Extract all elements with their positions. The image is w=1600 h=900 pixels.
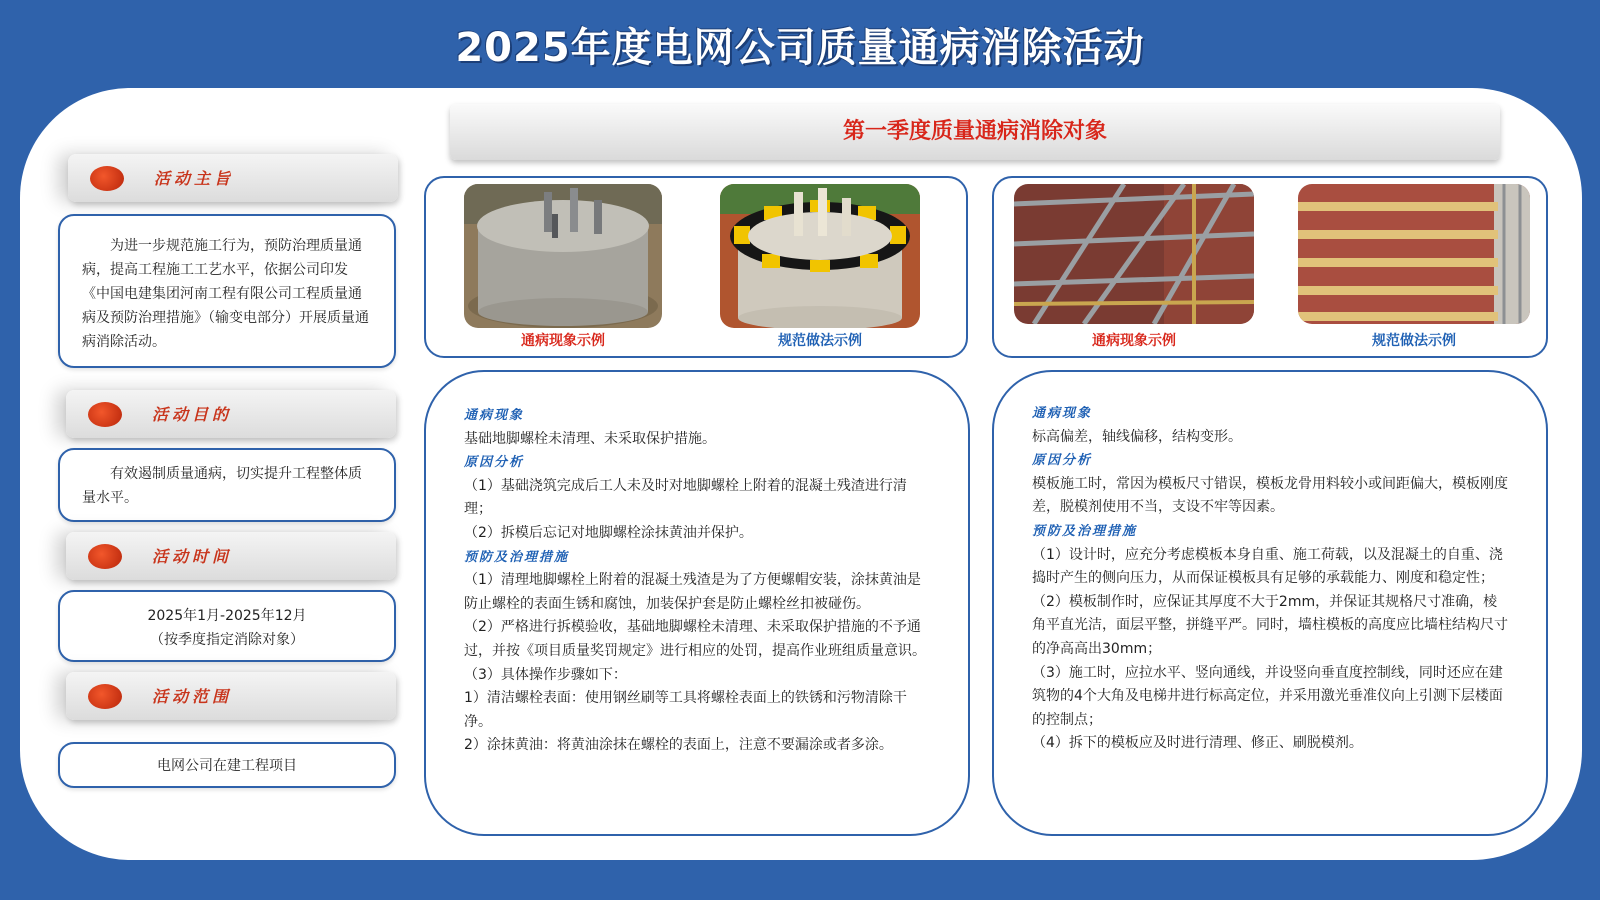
phenomenon-text: 标高偏差，轴线偏移，结构变形。: [1032, 428, 1242, 445]
page-title: 2025年度电网公司质量通病消除活动: [455, 25, 1145, 71]
red-dot-icon: [88, 684, 122, 709]
caption-good-example: 规范做法示例: [1372, 333, 1456, 349]
caption-bad-example: 通病现象示例: [521, 333, 605, 349]
bolt-foundation-good-photo: [720, 184, 920, 328]
phenomenon-text: 基础地脚螺栓未清理、未采取保护措施。: [464, 430, 716, 447]
measure-item: （1）设计时，应充分考虑模板本身自重、施工荷载，以及混凝土的自重、浇捣时产生的侧向压力，从而保证模板具有足够的承载能力、刚度和稳定性；: [1032, 546, 1503, 587]
photo-panel-bolts: [424, 176, 968, 358]
measure-item: 2）涂抹黄油：将黄油涂抹在螺栓的表面上，注意不要漏涂或者多涂。: [464, 737, 893, 754]
red-dot-icon: [88, 402, 122, 427]
measure-item: （4）拆下的模板应及时进行清理、修正、刷脱模剂。: [1032, 735, 1363, 752]
cause-item: 模板施工时，常因为模板尺寸错误，模板龙骨用料较小或间距偏大，模板刚度差，脱模剂使用不当，支设不牢等因素。: [1032, 475, 1508, 516]
cause-item: （2）拆模后忘记对地脚螺栓涂抹黄油并保护。: [464, 524, 753, 541]
purpose-box: [58, 214, 396, 368]
measure-item: （1）清理地脚螺栓上附着的混凝土残渣是为了方便螺帽安装，涂抹黄油是防止螺栓的表面生锈和腐蚀，加装保护套是防止螺栓丝扣被碰伤。: [464, 572, 921, 612]
scope-text: 电网公司在建工程项目: [157, 758, 297, 774]
scope-header: [66, 672, 396, 720]
text-panel-bolts: [424, 370, 970, 836]
red-dot-icon: [88, 544, 122, 569]
goal-header: [66, 390, 396, 438]
time-note: （按季度指定消除对象）: [150, 632, 304, 648]
formwork-bad-photo: [1014, 184, 1254, 324]
section-banner: 第一季度质量通病消除对象: [450, 104, 1500, 160]
goal-heading: 活动目的: [152, 405, 233, 424]
time-box: [58, 590, 396, 662]
photo-panel-formwork: [992, 176, 1548, 358]
measure-item: （2）严格进行拆模验收，基础地脚螺栓未清理、未采取保护措施的不予通过，并按《项目质量奖罚规定》进行相应的处罚，提高作业班组质量意识。: [464, 619, 926, 659]
time-range: 2025年1月-2025年12月: [147, 608, 307, 624]
measure-item: （3）施工时，应拉水平、竖向通线，并设竖向垂直度控制线，同时还应在建筑物的4个大角及电梯井进行标高定位，并采用激光垂准仪向上引测下层楼面的控制点；: [1032, 664, 1503, 728]
measure-item: （2）模板制作时，应保证其厚度不大于2mm，并保证其规格尺寸准确，棱角平直光洁，面层平整，拼缝平严。同时，墙柱模板的高度应比墙柱结构尺寸的净高高出30mm；: [1032, 593, 1508, 657]
phenomenon-heading: 通病现象: [1032, 406, 1093, 421]
goal-text: 有效遏制质量通病，切实提升工程整体质量水平。: [82, 466, 362, 506]
measure-item: （3）具体操作步骤如下：: [464, 666, 627, 683]
measure-item: 1）清洁螺栓表面：使用钢丝刷等工具将螺栓表面上的铁锈和污物清除干净。: [464, 690, 907, 730]
time-heading: 活动时间: [152, 547, 233, 566]
bolt-foundation-bad-photo: [464, 184, 662, 328]
purpose-heading: 活动主旨: [154, 169, 235, 188]
caption-bad-example: 通病现象示例: [1092, 333, 1176, 349]
time-header: [66, 532, 396, 580]
text-panel-formwork: [992, 370, 1548, 836]
scope-heading: 活动范围: [152, 687, 233, 706]
phenomenon-heading: 通病现象: [464, 408, 525, 423]
scope-box: [58, 742, 396, 788]
bolts-content: [464, 404, 932, 758]
measures-heading: 预防及治理措施: [1032, 523, 1138, 539]
cause-heading: 原因分析: [464, 455, 525, 471]
cause-heading: 原因分析: [1032, 453, 1093, 469]
measures-heading: 预防及治理措施: [464, 549, 570, 565]
purpose-text: 为进一步规范施工行为，预防治理质量通病，提高工程施工工艺水平，依据公司印发《中国电建集团河南工程有限公司工程质量通病及预防治理措施》（输变电部分）开展质量通病消除活动。: [82, 238, 369, 350]
caption-good-example: 规范做法示例: [778, 333, 862, 349]
goal-box: [58, 448, 396, 522]
cause-item: （1）基础浇筑完成后工人未及时对地脚螺栓上附着的混凝土残渣进行清理；: [464, 477, 907, 518]
purpose-header: [68, 154, 398, 202]
red-dot-icon: [90, 166, 124, 191]
formwork-content: [1032, 402, 1510, 756]
formwork-good-photo: [1298, 184, 1530, 324]
